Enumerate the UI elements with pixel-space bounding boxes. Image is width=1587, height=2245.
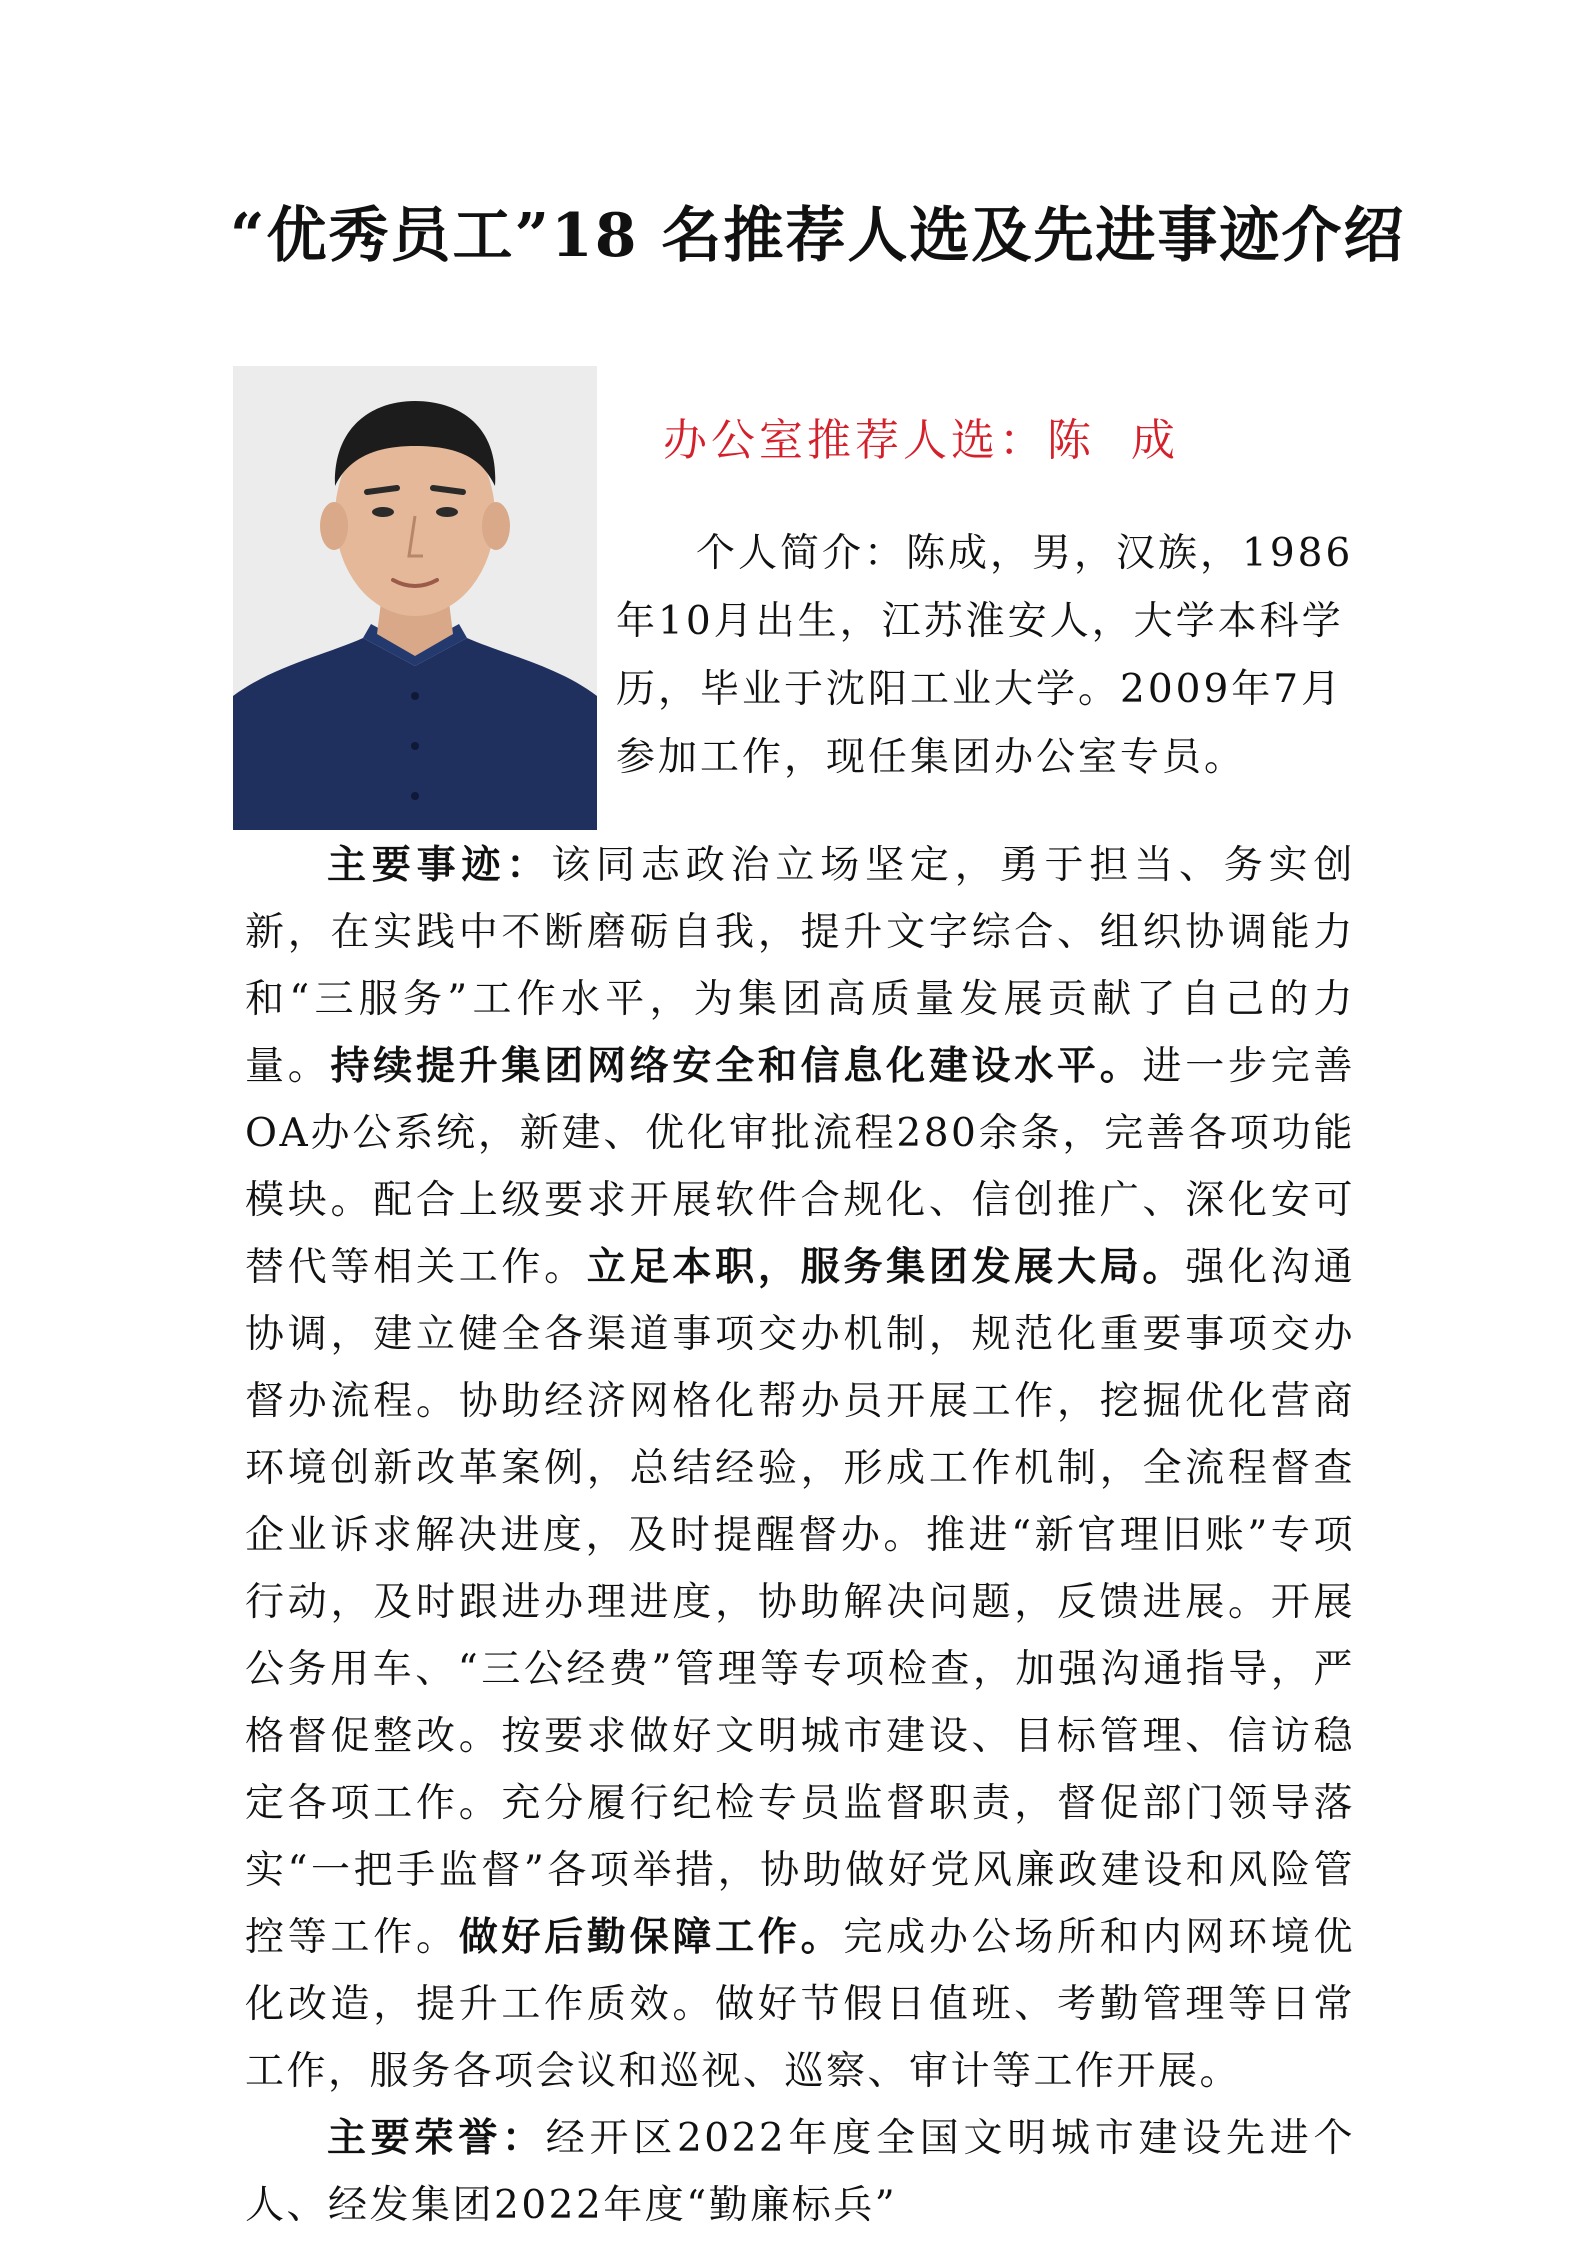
achievements-part3: 强化沟通协调，建立健全各渠道事项交办机制，规范化重要事项交办督办流程。协助经济网格化帮办员开展工作，挖掘优化营商环境创新改革案例，总结经验，形成工作机制，全流程督查企业诉求解决进度，及时提醒督办。推进“新官理旧账”专项行动，及时跟进办理进度，协助解决问题，反馈进展。开展公务用车、“三公经费”管理等专项检查，加强沟通指导，严格督促整改。按要求做好文明城市建设、目标管理、信访稳定各项工作。充分履行纪检专员监督职责，督促部门领导落实“一把手监督”各项举措，协助做好党风廉政建设和风险管控等工作。 <box>245 1245 1355 1960</box>
achievements-label: 主要事迹： <box>327 842 552 888</box>
main-body <box>245 832 1355 2239</box>
personal-intro <box>616 520 1356 792</box>
achievements-paragraph <box>245 832 1355 2105</box>
achievements-highlight3: 做好后勤保障工作。 <box>458 1914 844 1960</box>
nominee-name-first: 陈 <box>1047 415 1095 466</box>
honors-paragraph <box>245 2105 1355 2239</box>
page-title: “优秀员工”18 名推荐人选及先进事迹介绍 <box>230 201 1406 271</box>
honors-text: 经开区2022年度全国文明城市建设先进个人、经发集团2022年度“勤廉标兵” <box>245 2116 1355 2228</box>
intro-label: 个人简介： <box>696 531 907 576</box>
achievements-part4: 完成办公场所和内网环境优化改造，提升工作质效。做好节假日值班、考勤管理等日常工作，服务各项会议和巡视、巡察、审计等工作开展。 <box>245 1915 1355 2094</box>
nominee-name-second: 成 <box>1131 415 1179 466</box>
nominee-heading <box>663 412 1179 470</box>
intro-text: 陈成，男，汉族，1986年10月出生，江苏淮安人，大学本科学历，毕业于沈阳工业大学。2009年7月参加工作，现任集团办公室专员。 <box>616 531 1354 780</box>
achievements-part2: 进一步完善OA办公系统，新建、优化审批流程280余条，完善各项功能模块。配合上级要求开展软件合规化、信创推广、深化安可替代等相关工作。 <box>245 1044 1355 1290</box>
achievements-part1: 该同志政治立场坚定，勇于担当、务实创新，在实践中不断磨砺自我，提升文字综合、组织协调能力和“三服务”工作水平，为集团高质量发展贡献了自己的力量。 <box>245 843 1355 1089</box>
portrait-photo <box>233 366 597 830</box>
achievements-highlight1: 持续提升集团网络安全和信息化建设水平。 <box>330 1043 1143 1089</box>
honors-label: 主要荣誉： <box>327 2115 546 2161</box>
nominee-heading-prefix: 办公室推荐人选： <box>663 415 1047 466</box>
achievements-highlight2: 立足本职，服务集团发展大局。 <box>586 1244 1186 1290</box>
